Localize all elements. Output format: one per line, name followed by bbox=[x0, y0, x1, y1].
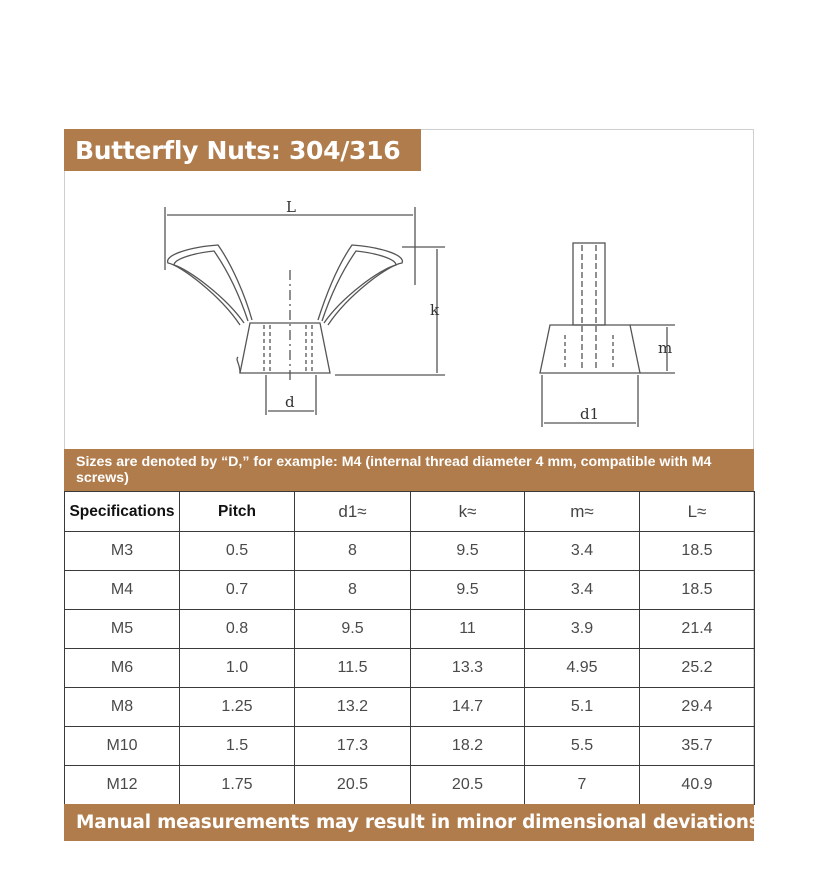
table-row bbox=[65, 649, 755, 688]
cell-L: 18.5 bbox=[640, 532, 755, 571]
cell-m: 3.9 bbox=[525, 610, 640, 649]
page-title: Butterfly Nuts: 304/316 bbox=[64, 129, 421, 171]
col-k: k≈ bbox=[411, 492, 525, 532]
cell-spec: M5 bbox=[65, 610, 180, 649]
cell-k: 18.2 bbox=[411, 727, 525, 766]
footer-note: Manual measurements may result in minor dimensional deviations. bbox=[64, 804, 754, 841]
table-row bbox=[65, 727, 755, 766]
cell-spec: M6 bbox=[65, 649, 180, 688]
cell-k: 9.5 bbox=[411, 571, 525, 610]
cell-spec: M4 bbox=[65, 571, 180, 610]
cell-m: 3.4 bbox=[525, 532, 640, 571]
cell-pitch: 1.25 bbox=[180, 688, 295, 727]
cell-L: 18.5 bbox=[640, 571, 755, 610]
col-pitch: Pitch bbox=[180, 492, 295, 532]
cell-pitch: 0.8 bbox=[180, 610, 295, 649]
cell-L: 40.9 bbox=[640, 766, 755, 805]
cell-pitch: 1.75 bbox=[180, 766, 295, 805]
cell-m: 5.5 bbox=[525, 727, 640, 766]
cell-L: 25.2 bbox=[640, 649, 755, 688]
cell-m: 7 bbox=[525, 766, 640, 805]
col-L: L≈ bbox=[640, 492, 755, 532]
spec-table bbox=[64, 491, 755, 805]
cell-pitch: 0.5 bbox=[180, 532, 295, 571]
table-row bbox=[65, 532, 755, 571]
cell-d1: 11.5 bbox=[295, 649, 411, 688]
table-row bbox=[65, 610, 755, 649]
col-d1: d1≈ bbox=[295, 492, 411, 532]
cell-L: 35.7 bbox=[640, 727, 755, 766]
label-d: d bbox=[285, 393, 295, 411]
label-m: m bbox=[658, 339, 673, 357]
cell-pitch: 1.0 bbox=[180, 649, 295, 688]
cell-m: 5.1 bbox=[525, 688, 640, 727]
cell-spec: M8 bbox=[65, 688, 180, 727]
cell-L: 21.4 bbox=[640, 610, 755, 649]
label-L: L bbox=[286, 198, 296, 216]
col-specifications: Specifications bbox=[65, 492, 180, 532]
cell-d1: 17.3 bbox=[295, 727, 411, 766]
cell-k: 13.3 bbox=[411, 649, 525, 688]
cell-pitch: 0.7 bbox=[180, 571, 295, 610]
cell-m: 3.4 bbox=[525, 571, 640, 610]
cell-d1: 8 bbox=[295, 571, 411, 610]
label-k: k bbox=[430, 301, 440, 319]
cell-d1: 20.5 bbox=[295, 766, 411, 805]
sizes-note: Sizes are denoted by “D,” for example: M4 (internal thread diameter 4 mm, compatible with M4 screws) bbox=[64, 449, 754, 491]
col-m: m≈ bbox=[525, 492, 640, 532]
cell-d1: 9.5 bbox=[295, 610, 411, 649]
cell-L: 29.4 bbox=[640, 688, 755, 727]
cell-k: 14.7 bbox=[411, 688, 525, 727]
cell-spec: M12 bbox=[65, 766, 180, 805]
table-row bbox=[65, 766, 755, 805]
table-row bbox=[65, 571, 755, 610]
cell-k: 9.5 bbox=[411, 532, 525, 571]
cell-k: 20.5 bbox=[411, 766, 525, 805]
label-d1: d1 bbox=[580, 405, 600, 423]
table-header-row bbox=[65, 492, 755, 532]
cell-m: 4.95 bbox=[525, 649, 640, 688]
cell-pitch: 1.5 bbox=[180, 727, 295, 766]
cell-d1: 13.2 bbox=[295, 688, 411, 727]
table-row bbox=[65, 688, 755, 727]
cell-k: 11 bbox=[411, 610, 525, 649]
cell-spec: M10 bbox=[65, 727, 180, 766]
cell-spec: M3 bbox=[65, 532, 180, 571]
technical-drawing bbox=[140, 185, 700, 440]
cell-d1: 8 bbox=[295, 532, 411, 571]
